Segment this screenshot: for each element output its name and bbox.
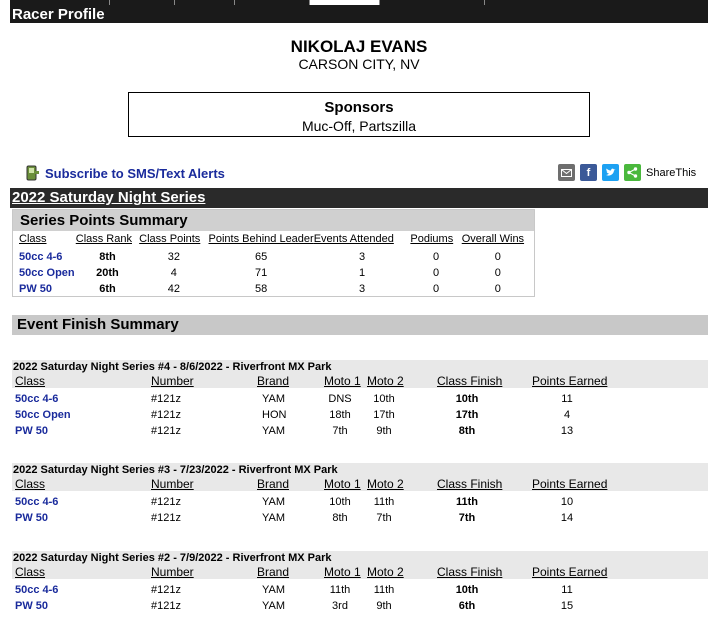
sharethis-icon[interactable]	[624, 164, 641, 181]
class-link[interactable]: 50cc 4-6	[19, 250, 63, 263]
racer-location: CARSON CITY, NV	[298, 56, 420, 72]
table-row	[12, 599, 708, 615]
top-tab-strip	[10, 0, 708, 5]
class-link[interactable]: 50cc 4-6	[15, 584, 59, 596]
col-brand[interactable]: Brand	[257, 477, 290, 491]
event-title: 2022 Saturday Night Series #3 - 7/23/2022 - Riverfront MX Park	[12, 463, 708, 477]
class-finish: 8th	[458, 425, 476, 437]
top-nav-bar	[10, 0, 708, 23]
number: #121z	[151, 584, 181, 596]
points-earned: 4	[563, 409, 571, 421]
event-block	[12, 463, 708, 527]
class-link[interactable]: PW 50	[15, 425, 49, 437]
points-earned: 13	[560, 425, 574, 437]
nav-tab[interactable]	[110, 0, 175, 5]
share-label[interactable]: ShareThis	[646, 166, 697, 179]
series-points-table	[13, 231, 534, 297]
col-class-finish[interactable]: Class Finish	[437, 374, 503, 388]
moto-2: 9th	[376, 600, 392, 612]
table-row	[13, 249, 534, 265]
table-row	[13, 265, 534, 281]
class-link[interactable]: 50cc 4-6	[15, 496, 59, 508]
nav-tab-active[interactable]	[310, 0, 380, 5]
col-class[interactable]: Class	[15, 477, 46, 491]
col-moto-2[interactable]: Moto 2	[367, 374, 404, 388]
class-points: 4	[170, 266, 177, 279]
class-link[interactable]: PW 50	[19, 282, 53, 295]
points-earned: 10	[560, 496, 574, 508]
brand: YAM	[262, 512, 286, 524]
event-header-row	[12, 565, 708, 579]
col-events-attended[interactable]: Events Attended	[313, 233, 394, 245]
moto-1: DNS	[328, 393, 352, 405]
class-rank: 8th	[99, 250, 116, 263]
class-rank: 20th	[96, 266, 119, 279]
number: #121z	[151, 496, 181, 508]
brand: YAM	[262, 600, 286, 612]
overall-wins: 0	[494, 282, 501, 295]
overall-wins: 0	[494, 266, 501, 279]
podiums: 0	[432, 250, 440, 263]
event-header-row	[12, 374, 708, 388]
event-block	[12, 360, 708, 440]
sponsors-heading: Sponsors	[324, 99, 394, 116]
moto-1: 7th	[332, 425, 348, 437]
col-number[interactable]: Number	[151, 565, 194, 579]
col-moto-1[interactable]: Moto 1	[324, 374, 361, 388]
points-earned: 14	[560, 512, 574, 524]
class-finish: 10th	[455, 393, 479, 405]
moto-2: 11th	[373, 496, 395, 508]
class-finish: 6th	[458, 600, 476, 612]
event-finish-heading: Event Finish Summary	[12, 315, 708, 335]
series-points-heading: Series Points Summary	[13, 210, 534, 231]
brand: YAM	[262, 425, 286, 437]
col-number[interactable]: Number	[151, 374, 194, 388]
moto-1: 8th	[332, 512, 348, 524]
event-title: 2022 Saturday Night Series #4 - 8/6/2022 - Riverfront MX Park	[12, 360, 708, 374]
events-attended: 1	[358, 266, 366, 279]
moto-1: 3rd	[332, 600, 348, 612]
series-points-header-row	[13, 231, 534, 249]
share-bar	[558, 164, 696, 181]
sms-alerts-label: Subscribe to SMS/Text Alerts	[45, 165, 225, 181]
class-finish: 10th	[455, 584, 479, 596]
col-class[interactable]: Class	[15, 565, 46, 579]
points-behind-leader: 65	[254, 250, 268, 263]
number: #121z	[151, 393, 181, 405]
brand: YAM	[262, 584, 286, 596]
email-icon[interactable]	[558, 164, 575, 181]
table-row	[12, 392, 708, 408]
event-block	[12, 551, 708, 615]
sponsors-list: Muc-Off, Partszilla	[301, 118, 417, 134]
table-row	[13, 281, 534, 297]
col-points-behind-leader[interactable]: Points Behind Leader	[208, 233, 314, 245]
class-points: 42	[167, 282, 180, 295]
class-finish: 7th	[458, 512, 476, 524]
table-row	[12, 495, 708, 511]
series-points-summary	[12, 209, 535, 297]
col-overall-wins[interactable]: Overall Wins	[461, 233, 525, 245]
class-link[interactable]: 50cc Open	[19, 266, 75, 279]
events-attended: 3	[358, 250, 366, 263]
col-brand[interactable]: Brand	[257, 374, 290, 388]
class-points: 32	[167, 250, 180, 263]
class-link[interactable]: PW 50	[15, 600, 49, 612]
brand: YAM	[262, 393, 286, 405]
overall-wins: 0	[494, 250, 501, 263]
nav-tab[interactable]	[10, 0, 110, 5]
table-row	[12, 424, 708, 440]
events-attended: 3	[358, 282, 366, 295]
class-rank: 6th	[99, 282, 116, 295]
col-class-points[interactable]: Class Points	[139, 233, 201, 245]
nav-tab[interactable]	[175, 0, 235, 5]
brand: YAM	[262, 496, 286, 508]
table-row	[12, 408, 708, 424]
points-earned: 11	[561, 393, 573, 405]
col-podiums[interactable]: Podiums	[410, 233, 454, 245]
event-title: 2022 Saturday Night Series #2 - 7/9/2022 - Riverfront MX Park	[12, 551, 708, 565]
col-moto-2[interactable]: Moto 2	[367, 477, 404, 491]
points-earned: 15	[560, 600, 574, 612]
points-behind-leader: 71	[254, 266, 268, 279]
moto-2: 9th	[376, 425, 392, 437]
phone-icon	[26, 165, 39, 181]
nav-tab[interactable]	[380, 0, 485, 5]
sponsors-box	[128, 92, 590, 137]
twitter-icon[interactable]	[602, 164, 619, 181]
col-points-earned[interactable]: Points Earned	[532, 477, 608, 491]
col-class-rank[interactable]: Class Rank	[75, 233, 132, 245]
series-title[interactable]: 2022 Saturday Night Series	[10, 188, 708, 208]
col-points-earned[interactable]: Points Earned	[532, 374, 608, 388]
col-class[interactable]: Class	[15, 374, 46, 388]
number: #121z	[151, 512, 181, 524]
moto-1: 18th	[329, 409, 351, 421]
col-points-earned[interactable]: Points Earned	[532, 565, 608, 579]
brand: HON	[262, 409, 287, 421]
class-link[interactable]: PW 50	[15, 512, 49, 524]
class-link[interactable]: 50cc 4-6	[15, 393, 59, 405]
col-brand[interactable]: Brand	[257, 565, 290, 579]
table-row	[12, 583, 708, 599]
moto-1: 10th	[329, 496, 351, 508]
class-link[interactable]: 50cc Open	[15, 409, 71, 421]
col-moto-1[interactable]: Moto 1	[324, 477, 361, 491]
number: #121z	[151, 600, 181, 612]
col-class-finish[interactable]: Class Finish	[437, 477, 503, 491]
table-row	[12, 511, 708, 527]
page-title: Racer Profile	[12, 6, 105, 23]
col-number[interactable]: Number	[151, 477, 194, 491]
class-finish: 11th	[455, 496, 478, 508]
facebook-icon[interactable]: f	[580, 164, 597, 181]
points-earned: 11	[561, 584, 573, 596]
sms-alerts-link[interactable]	[26, 164, 225, 182]
number: #121z	[151, 409, 181, 421]
col-moto-1[interactable]: Moto 1	[324, 565, 361, 579]
moto-2: 7th	[376, 512, 392, 524]
class-finish: 17th	[455, 409, 479, 421]
moto-2: 17th	[373, 409, 395, 421]
moto-2: 10th	[373, 393, 395, 405]
col-class[interactable]: Class	[19, 233, 47, 245]
moto-1: 11th	[329, 584, 351, 596]
moto-2: 11th	[373, 584, 395, 596]
racer-name: NIKOLAJ EVANS	[290, 37, 428, 56]
podiums: 0	[432, 266, 440, 279]
event-header-row	[12, 477, 708, 491]
col-class-finish[interactable]: Class Finish	[437, 565, 503, 579]
podiums: 0	[432, 282, 440, 295]
number: #121z	[151, 425, 181, 437]
points-behind-leader: 58	[254, 282, 268, 295]
nav-tab[interactable]	[235, 0, 310, 5]
col-moto-2[interactable]: Moto 2	[367, 565, 404, 579]
